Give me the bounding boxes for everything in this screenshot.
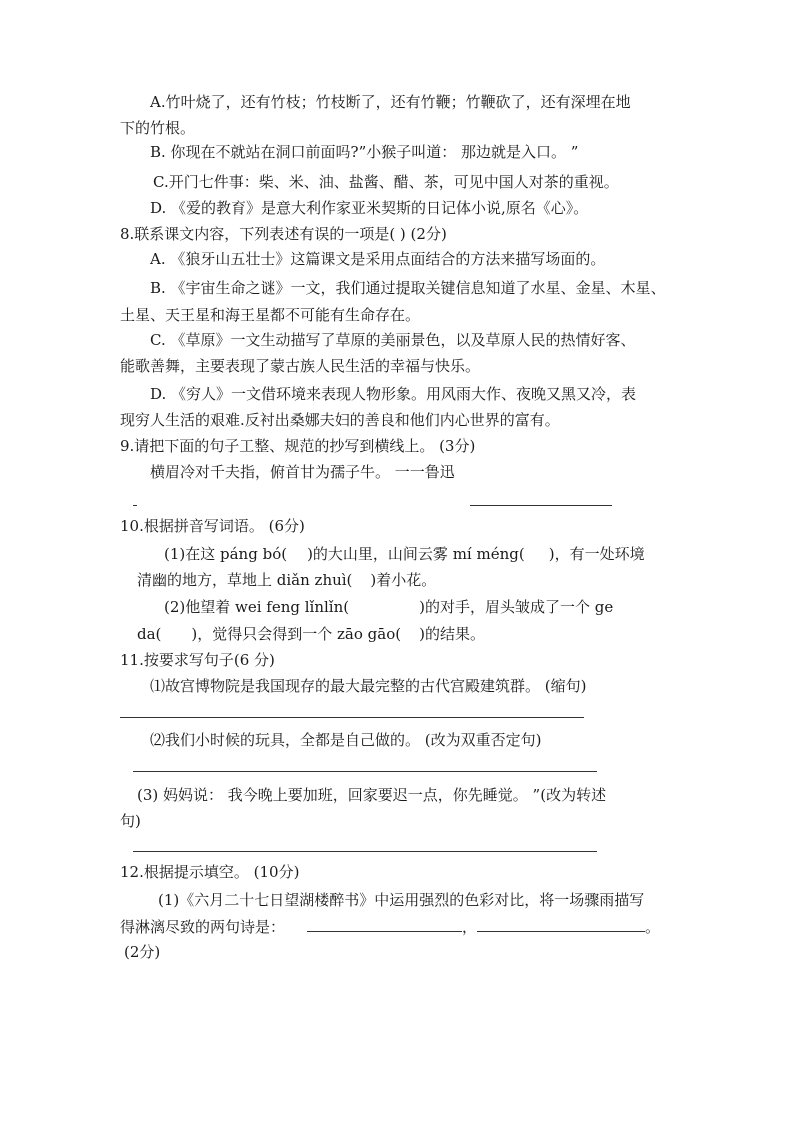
- q9-answer-line-mark: [133, 505, 137, 506]
- q9-stem: 9.请把下面的句子工整、规范的抄写到横线上。 (3分): [120, 437, 476, 455]
- q10-line2-part1: 清幽的地方，草地上 diǎn zhuì(: [137, 571, 353, 589]
- q8-option-b-line2: 土星、天王星和海王星都不可能有生命存在。: [120, 306, 421, 324]
- q12-comma: ，: [462, 918, 478, 936]
- q11-sentence2: ⑵我们小时候的玩具，全都是自己做的。 (改为双重否定句): [150, 731, 542, 749]
- q12-answer-blank1[interactable]: [307, 917, 462, 932]
- q10-line3: [164, 597, 613, 617]
- q8-option-d-line2: 现穷人生活的艰难.反衬出桑娜夫妇的善良和他们内心世界的富有。: [120, 411, 560, 429]
- q8-option-a: A. 《狼牙山五壮士》这篇课文是采用点面结合的方法来描写场面的。: [150, 250, 606, 268]
- q8-option-b-line1: B. 《宇宙生命之谜》一文，我们通过提取关键信息知道了水星、金星、木星、: [150, 279, 666, 297]
- q10-line2: [137, 570, 436, 590]
- q7-option-b: B. 你现在不就站在洞口前面吗?”小猴子叫道： 那边就是入口。 ”: [150, 143, 579, 161]
- q10-line1: [164, 544, 645, 564]
- q11-answer-line1[interactable]: [120, 717, 584, 718]
- q9-answer-line[interactable]: [470, 505, 612, 506]
- q10-line1-part3: )，有一处环境: [548, 545, 645, 563]
- q10-line4: [137, 624, 485, 644]
- q11-answer-line2[interactable]: [133, 771, 597, 772]
- q12-period: 。: [645, 918, 661, 936]
- q11-stem: 11.按要求写句子(6 分): [120, 651, 275, 669]
- q12-stem: 12.根据提示填空。 (10分): [120, 863, 300, 881]
- q10-stem: 10.根据拼音写词语。 (6分): [120, 517, 305, 535]
- q12-prompt: 得淋漓尽致的两句诗是：: [120, 918, 286, 936]
- q8-option-d-line1: D. 《穷人》一文借环境来表现人物形象。用风雨大作、夜晚又黑又冷，表: [150, 385, 637, 403]
- q7-option-a-line1: A.竹叶烧了，还有竹枝；竹枝断了，还有竹鞭；竹鞭砍了，还有深埋在地: [150, 93, 631, 111]
- q7-option-a-line2: 下的竹根。: [120, 119, 196, 137]
- q11-sentence3-line2: 句): [120, 812, 141, 830]
- q8-option-c-line1: C. 《草原》一文生动描写了草原的美丽景色，以及草原人民的热情好客、: [150, 331, 636, 349]
- q10-line4-part1: da(: [137, 625, 162, 643]
- q10-line4-part3: )的结果。: [419, 625, 485, 643]
- q7-option-c: C.开门七件事：柴、米、油、盐酱、醋、茶，可见中国人对茶的重视。: [153, 173, 619, 191]
- q12-sentence1-line2: [120, 917, 660, 937]
- q7-option-d: D. 《爱的教育》是意大利作家亚米契斯的日记体小说,原名《心》。: [150, 199, 589, 217]
- q8-option-c-line2: 能歌善舞，主要表现了蒙古族人民生活的幸福与快乐。: [120, 357, 481, 375]
- q10-line1-part2: )的大山里，山间云雾 mí méng(: [307, 545, 525, 563]
- q12-sentence1-line1: (1)《六月二十七日望湖楼醉书》中运用强烈的色彩对比，将一场骤雨描写: [158, 891, 645, 909]
- q10-line4-part2: )，觉得只会得到一个 zāo gāo(: [191, 625, 402, 643]
- q10-line2-part2: )着小花。: [370, 571, 437, 589]
- q12-answer-blank2[interactable]: [477, 917, 645, 932]
- q11-sentence3-line1: (3) 妈妈说： 我今晚上要加班，回家要迟一点，你先睡觉。 ”(改为转述: [137, 786, 607, 804]
- q11-answer-line3[interactable]: [133, 851, 597, 852]
- q12-score: (2分): [124, 943, 161, 961]
- q10-line3-part1: (2)他望着 wei feng lǐnlǐn(: [164, 598, 350, 616]
- q11-sentence1: ⑴故宫博物院是我国现存的最大最完整的古代宫殿建筑群。 (缩句): [150, 677, 587, 695]
- q10-line1-part1: (1)在这 páng bó(: [164, 545, 288, 563]
- q8-stem: 8.联系课文内容，下列表述有误的一项是( ) (2分): [120, 225, 447, 243]
- q9-text: 横眉冷对千夫指，俯首甘为孺子牛。 一一鲁迅: [150, 463, 455, 481]
- q10-line3-part2: )的对手，眉头皱成了一个 ge: [419, 598, 614, 616]
